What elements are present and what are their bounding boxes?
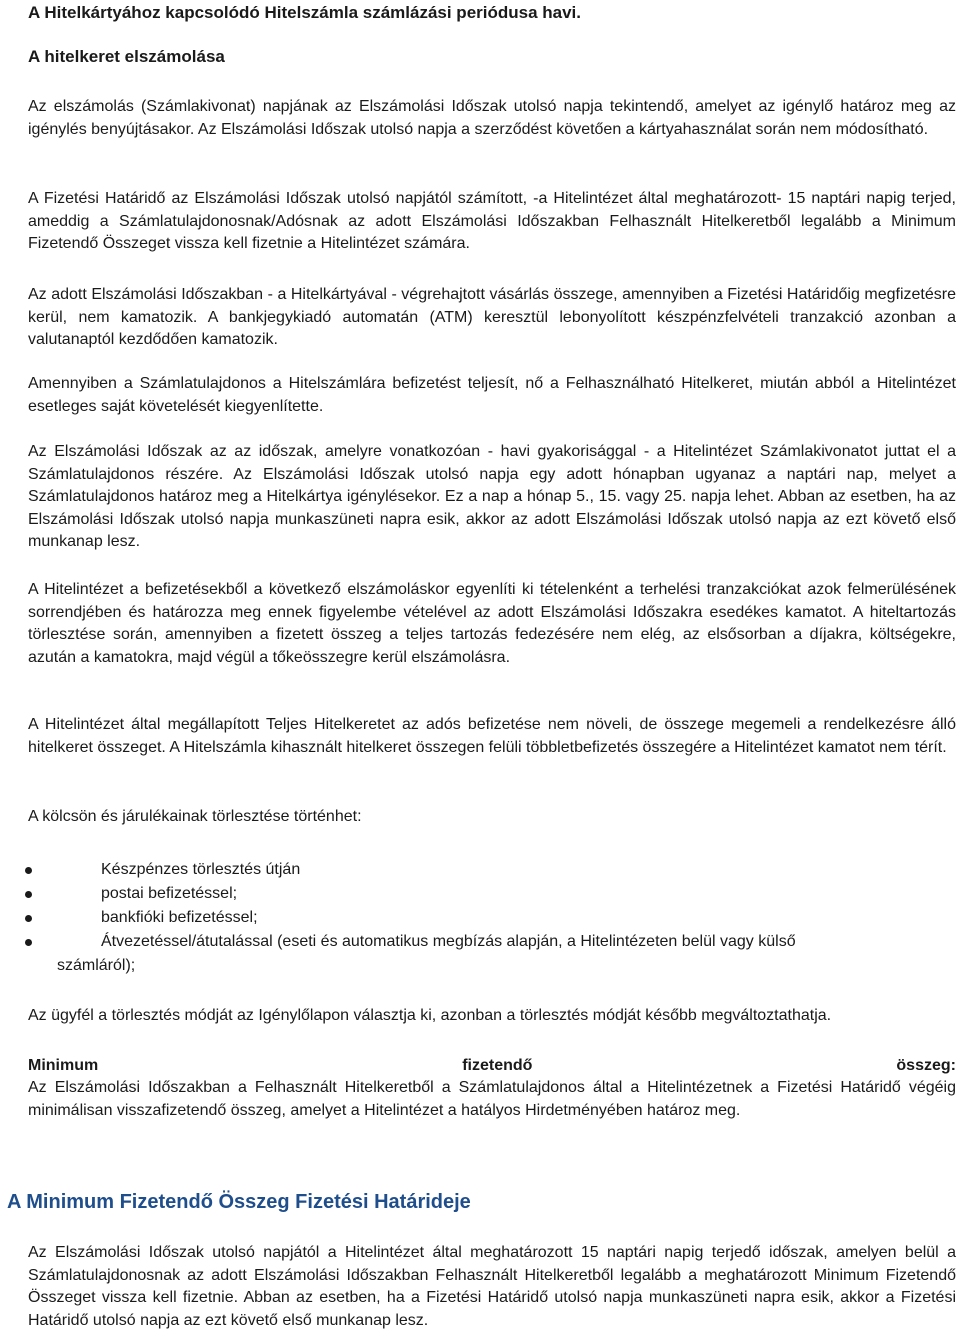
bullet-icon [25,891,32,898]
paragraph-repayment-intro: A kölcsön és járulékainak törlesztése történhet: [28,808,362,825]
list-item [28,906,956,930]
list-item [28,930,956,978]
page-heading-deadline: A Minimum Fizetendő Összeg Fizetési Határideje [7,1191,471,1213]
bullet-icon [25,915,32,922]
paragraph-payment-deadline: A Fizetési Határidő az Elszámolási Időszak utolsó napjától számított, -a Hitelintézet által meghatározott- 15 naptári napig terjed, ameddig a Számlatulajdonosnak/Adósnak az adott Elszámolási Időszakban Felhasznált Hitelkeretből legalább a Minimum Fizetendő Összeget vissza kell fizetnie a Hitelintézet számára. [28,190,956,252]
paragraph-minimum-payment: Az Elszámolási Időszakban a Felhasznált Hitelkeretből a Számlatulajdonos által a Hitelintézetnek a Fizetési Határidő végéig minimálisan visszafizetendő összeg, amelyet a Hitelintézet a hatályos Hirdetményében határoz meg. [28,1079,956,1119]
paragraph-payment-order: A Hitelintézet a befizetésekből a következő elszámoláskor egyenlíti ki tételenként a terhelési tranzakciókat azok felmerülésének sorrendjében és határozza meg ennek figyelembe vételével az adott Elszámolási Időszakra esedékes kamatot. A hiteltartozás törlesztése során, amennyiben a fizetett összeg a teljes tartozás fedezésére nem elég, az elsősorban a díjakra, költségekre, azután a kamatokra, majd végül a tőkeösszegre kerül elszámolásra. [28,581,956,666]
intro-statement: A Hitelkártyához kapcsolódó Hitelszámla számlázási periódusa havi. [28,3,582,22]
paragraph-overpayment: A Hitelintézet által megállapított Teljes Hitelkeretet az adós befizetése nem növeli, de összege megemeli a rendelkezésre álló hitelkeret összeget. A Hitelszámla kihasznált hitelkeret összegen felüli többletbefizetés összegére a Hitelintézet kamatot nem térít. [28,716,956,756]
heading-word: összeg: [896,1057,956,1074]
paragraph-repayment-choice: Az ügyfél a törlesztés módját az Igénylőlapon választja ki, azonban a törlesztés módját később megváltoztathatja. [28,1007,832,1024]
paragraph-interest-free: Az adott Elszámolási Időszakban - a Hitelkártyával - végrehajtott vásárlás összege, amennyiben a Fizetési Határidőig megfizetésre kerül, nem kamatozik. A bankjegykiadó automatán (ATM) keresztül lebonyolított készpénzfelvételi tranzakció azonban a valutanaptól kezdődően kamatozik. [28,286,956,348]
list-item-label: bankfióki befizetéssel; [101,909,258,926]
heading-word: fizetendő [462,1057,533,1074]
list-item-label: Átvezetéssel/átutalással (eseti és automatikus megbízás alapján, a Hitelintézeten belül vagy külső [101,933,796,950]
heading-word: Minimum [28,1057,99,1074]
bullet-icon [25,867,32,874]
paragraph-settlement-period: Az Elszámolási Időszak az az időszak, amelyre vonatkozóan - havi gyakorisággal - a Hitelintézet Számlakivonatot juttat el a Számlatulajdonos részére. Az Elszámolási Időszak utolsó napja egy adott hónapban ugyanaz a naptári nap, melyet a Számlatulajdonos határoz meg a Hitelkártya igénylésekor. Ez a nap a hónap 5., 15. vagy 25. napja lehet. Abban az esetben, ha az Elszámolási Időszak utolsó napja munkaszüneti napra esik, akkor az adott Elszámolási Időszak utolsó napja az ezt követő első munkanap lesz. [28,443,956,550]
list-item-label: Készpénzes törlesztés útján [101,861,301,878]
list-item [28,858,956,882]
repayment-methods-list [28,858,956,978]
minimum-payment-heading [28,1055,956,1078]
bullet-icon [25,939,32,946]
list-item-label-continuation: számláról); [57,957,136,974]
list-item [28,882,956,906]
list-item-label: postai befizetéssel; [101,885,238,902]
paragraph-credit-line-restore: Amennyiben a Számlatulajdonos a Hitelszámlára befizetést teljesít, nő a Felhasználható Hitelkeret, miután abból a Hitelintézet esetleges saját követelését kiegyenlítette. [28,375,956,415]
paragraph-settlement-day: Az elszámolás (Számlakivonat) napjának az Elszámolási Időszak utolsó napja tekintendő, amelyet az igénylő határoz meg az igénylés benyújtásakor. Az Elszámolási Időszak utolsó napja a szerződést követően a kártyahasználat során nem módosítható. [28,98,956,138]
paragraph-deadline-definition: Az Elszámolási Időszak utolsó napjától a Hitelintézet által meghatározott 15 naptári napig terjedő időszak, amelyen belül a Számlatulajdonosnak az adott Elszámolási Időszakban Felhasznált Hitelkeretből legalább a meghatározott Minimum Fizetendő Összeget vissza kell fizetnie. Abban az esetben, ha a Fizetési Határidő utolsó napja munkaszüneti napra esik, akkor a Fizetési Határidő utolsó napja az ezt követő első munkanap lesz. [28,1244,956,1329]
section-title: A hitelkeret elszámolása [28,47,225,66]
